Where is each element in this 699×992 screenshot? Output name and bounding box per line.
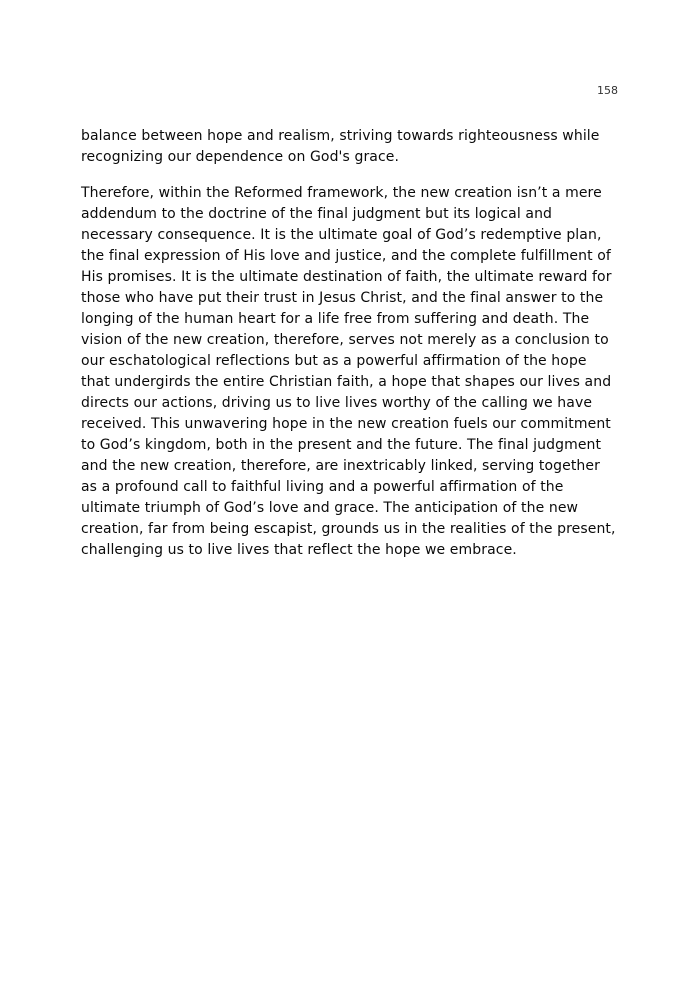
body-paragraph: Therefore, within the Reformed framework, the new creation isn’t a mere addendum to the doctrine of the final judgment but its logical and necessary consequence. It is the ultimate goal of God’s redemptive plan, the final expression of His love and justice, and the complete fulfillment of His promises. It is the ultimate destination of faith, the ultimate reward for those who have put their trust in Jesus Christ, and the final answer to the longing of the human heart for a life free from suffering and death. The vision of the new creation, therefore, serves not merely as a conclusion to our eschatological reflections but as a powerful affirmation of the hope that undergirds the entire Christian faith, a hope that shapes our lives and directs our actions, driving us to live lives worthy of the calling we have received. This unwavering hope in the new creation fuels our commitment to God’s kingdom, both in the present and the future. The final judgment and the new creation, therefore, are inextricably linked, serving together as a profound call to faithful living and a powerful affirmation of the ultimate triumph of God’s love and grace. The anticipation of the new creation, far from being escapist, grounds us in the realities of the present, challenging us to live lives that reflect the hope we embrace.: [81, 185, 616, 558]
body-text: [81, 126, 618, 561]
body-paragraph: balance between hope and realism, striving towards righteousness while recognizing our dependence on God's grace.: [81, 128, 600, 165]
page-number: 158: [597, 84, 618, 97]
page-content: [81, 84, 618, 576]
